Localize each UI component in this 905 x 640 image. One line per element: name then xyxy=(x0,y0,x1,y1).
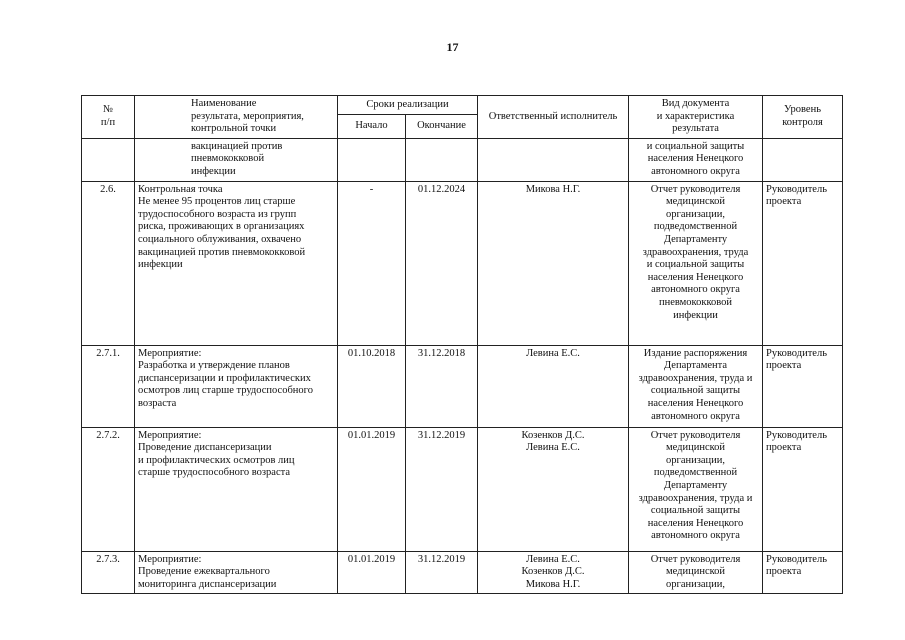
row-num: 2.7.2. xyxy=(82,427,135,551)
row-doc: Издание распоряжения Департамента здравоохранения, труда и социальной защиты населения Ненецкого автономного округа xyxy=(629,345,763,427)
row-end: 31.12.2019 xyxy=(406,551,478,594)
table-row xyxy=(82,427,843,551)
cont-doc: и социальной защиты населения Ненецкого автономного округа xyxy=(629,138,763,181)
row-start: 01.01.2019 xyxy=(338,551,406,594)
row-doc: Отчет руководителя медицинской организации, подведомственной Департаменту здравоохранения, труда и социальной защиты населения Ненецкого автономного округа xyxy=(629,427,763,551)
row-start: - xyxy=(338,181,406,345)
cont-num xyxy=(82,138,135,181)
row-responsible: Левина Е.С. Козенков Д.С. Микова Н.Г. xyxy=(478,551,629,594)
row-control: Руководитель проекта xyxy=(763,551,843,594)
cont-name: вакцинацией против пневмококковой инфекции xyxy=(135,138,338,181)
table-row xyxy=(82,181,843,345)
table-row xyxy=(82,345,843,427)
header-control: Уровень контроля xyxy=(763,96,843,139)
row-name: Мероприятие: Разработка и утверждение планов диспансеризации и профилактических осмотров лиц старше трудоспособного возраста xyxy=(135,345,338,427)
row-responsible: Левина Е.С. xyxy=(478,345,629,427)
table-header-row xyxy=(82,96,843,115)
table-row xyxy=(82,551,843,594)
header-responsible: Ответственный исполнитель xyxy=(478,96,629,139)
row-end: 31.12.2019 xyxy=(406,427,478,551)
header-terms: Сроки реализации xyxy=(338,96,478,115)
row-num: 2.7.3. xyxy=(82,551,135,594)
cont-responsible xyxy=(478,138,629,181)
plan-table xyxy=(81,95,843,594)
row-doc: Отчет руководителя медицинской организации, подведомственной Департаменту здравоохранения, труда и социальной защиты населения Ненецкого автономного округа пневмококковой инфекции xyxy=(629,181,763,345)
row-doc: Отчет руководителя медицинской организации, xyxy=(629,551,763,594)
cont-start xyxy=(338,138,406,181)
row-name: Мероприятие: Проведение ежеквартального мониторинга диспансеризации xyxy=(135,551,338,594)
cont-end xyxy=(406,138,478,181)
row-start: 01.10.2018 xyxy=(338,345,406,427)
row-num: 2.6. xyxy=(82,181,135,345)
row-num: 2.7.1. xyxy=(82,345,135,427)
row-control: Руководитель проекта xyxy=(763,427,843,551)
header-num: № п/п xyxy=(82,96,135,139)
continuation-row xyxy=(82,138,843,181)
row-responsible: Козенков Д.С. Левина Е.С. xyxy=(478,427,629,551)
row-end: 01.12.2024 xyxy=(406,181,478,345)
header-name: Наименование результата, мероприятия, контрольной точки xyxy=(135,96,338,139)
row-end: 31.12.2018 xyxy=(406,345,478,427)
row-start: 01.01.2019 xyxy=(338,427,406,551)
header-doc-type: Вид документа и характеристика результата xyxy=(629,96,763,139)
row-responsible: Микова Н.Г. xyxy=(478,181,629,345)
page-number: 17 xyxy=(446,40,459,54)
header-end: Окончание xyxy=(406,115,478,139)
header-start: Начало xyxy=(338,115,406,139)
row-control: Руководитель проекта xyxy=(763,181,843,345)
row-name: Мероприятие: Проведение диспансеризации и профилактических осмотров лиц старше трудоспособного возраста xyxy=(135,427,338,551)
row-name: Контрольная точка Не менее 95 процентов лиц старше трудоспособного возраста из групп риска, проживающих в организациях социального облуживания, охвачено вакцинацией против пневмококковой инфекции xyxy=(135,181,338,345)
cont-control xyxy=(763,138,843,181)
row-control: Руководитель проекта xyxy=(763,345,843,427)
